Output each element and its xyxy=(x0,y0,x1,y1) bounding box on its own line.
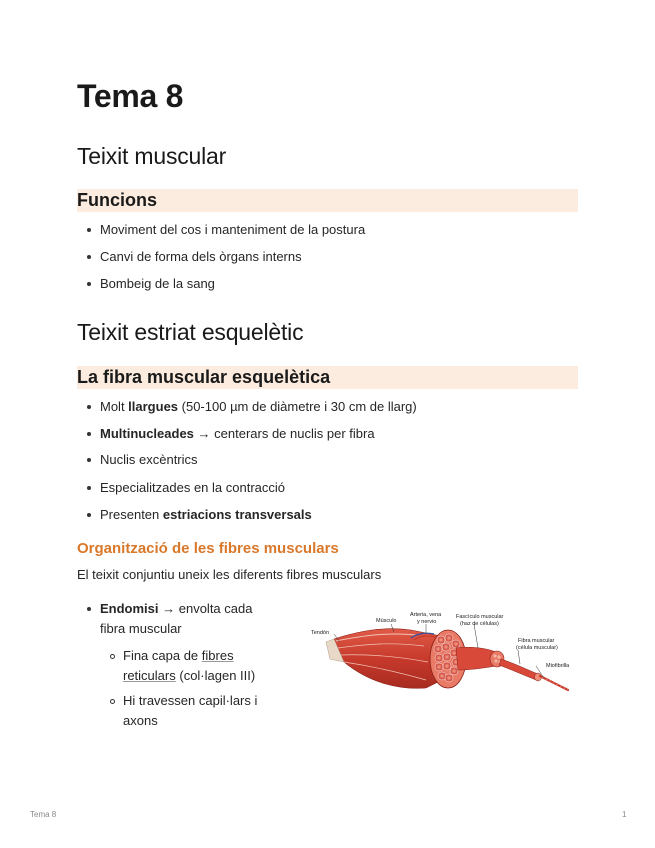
section-heading-teixit-estriat: Teixit estriat esquelètic xyxy=(77,319,304,345)
figure-label-arteria-2: y nervio xyxy=(417,619,437,625)
reticulars-link[interactable]: reticulars xyxy=(123,668,176,683)
footer-page-number: 1 xyxy=(622,810,627,819)
fibres-link[interactable]: fibres xyxy=(201,648,234,663)
bullet-dot xyxy=(87,228,91,232)
bullet-dot xyxy=(87,255,91,259)
funcions-heading: Funcions xyxy=(77,190,157,210)
sub-item-text: Hi travessen capil·lars i xyxy=(123,693,258,708)
sub-item-text: Fina capa de fibres xyxy=(123,648,234,663)
figure-label-fasciculo: Fascículo muscular xyxy=(456,614,504,620)
list-item-text: Presenten estriacions transversals xyxy=(100,507,312,522)
bullet-dot xyxy=(87,282,91,286)
muscle-body-shape xyxy=(334,629,466,689)
list-item-text: Molt llargues (50-100 µm de diàmetre i 30 cm de llarg) xyxy=(100,399,417,414)
fibra-heading: La fibra muscular esquelètica xyxy=(77,367,331,387)
figure-label-fibra: Fibra muscular xyxy=(518,638,555,644)
fascicle-bundle-shape xyxy=(456,647,504,670)
list-item-text: Nuclis excèntrics xyxy=(100,452,198,467)
list-item-text: Bombeig de la sang xyxy=(100,276,215,291)
sub-item-text-cont: reticulars (col·lagen III) xyxy=(123,668,256,683)
myofibril-shape xyxy=(540,676,568,690)
footer-title: Tema 8 xyxy=(30,810,57,819)
sub-bullet-circle xyxy=(110,654,115,659)
bullet-dot xyxy=(87,458,91,462)
bullet-dot xyxy=(87,607,91,611)
figure-label-fibra-2: (célula muscular) xyxy=(516,645,558,651)
endomisi-line2: fibra muscular xyxy=(100,621,182,636)
muscle-fiber-shape xyxy=(499,659,542,681)
figure-label-miofibrilla: Miofibrilla xyxy=(546,663,570,669)
list-item-text: Canvi de forma dels òrgans interns xyxy=(100,249,302,264)
funcions-heading-band xyxy=(77,189,578,212)
figure-label-arteria: Arteria, vena xyxy=(410,612,442,618)
list-item-text: Multinucleades → centerars de nuclis per fibra xyxy=(100,426,375,441)
organitzacio-intro: El teixit conjuntiu uneix les diferents fibres musculars xyxy=(77,567,382,582)
figure-label-musculo: Músculo xyxy=(376,618,397,624)
bullet-dot xyxy=(87,513,91,517)
organitzacio-heading: Organització de les fibres musculars xyxy=(77,540,339,557)
sub-bullet-circle xyxy=(110,699,115,704)
bullet-dot xyxy=(87,432,91,436)
list-item-text: Endomisi → envolta cada xyxy=(100,601,253,616)
list-item-text: Moviment del cos i manteniment de la postura xyxy=(100,222,366,237)
muscle-anatomy-figure xyxy=(306,604,578,696)
page-title: Tema 8 xyxy=(77,78,184,114)
figure-label-tendon: Tendón xyxy=(311,630,330,636)
bullet-dot xyxy=(87,405,91,409)
section-heading-teixit-muscular: Teixit muscular xyxy=(77,143,227,169)
bullet-dot xyxy=(87,486,91,490)
list-item-text: Especialitzades en la contracció xyxy=(100,480,285,495)
figure-label-fasciculo-2: (haz de células) xyxy=(460,621,499,627)
fibra-heading-band xyxy=(77,366,578,389)
sub-item-text-cont: axons xyxy=(123,713,158,728)
